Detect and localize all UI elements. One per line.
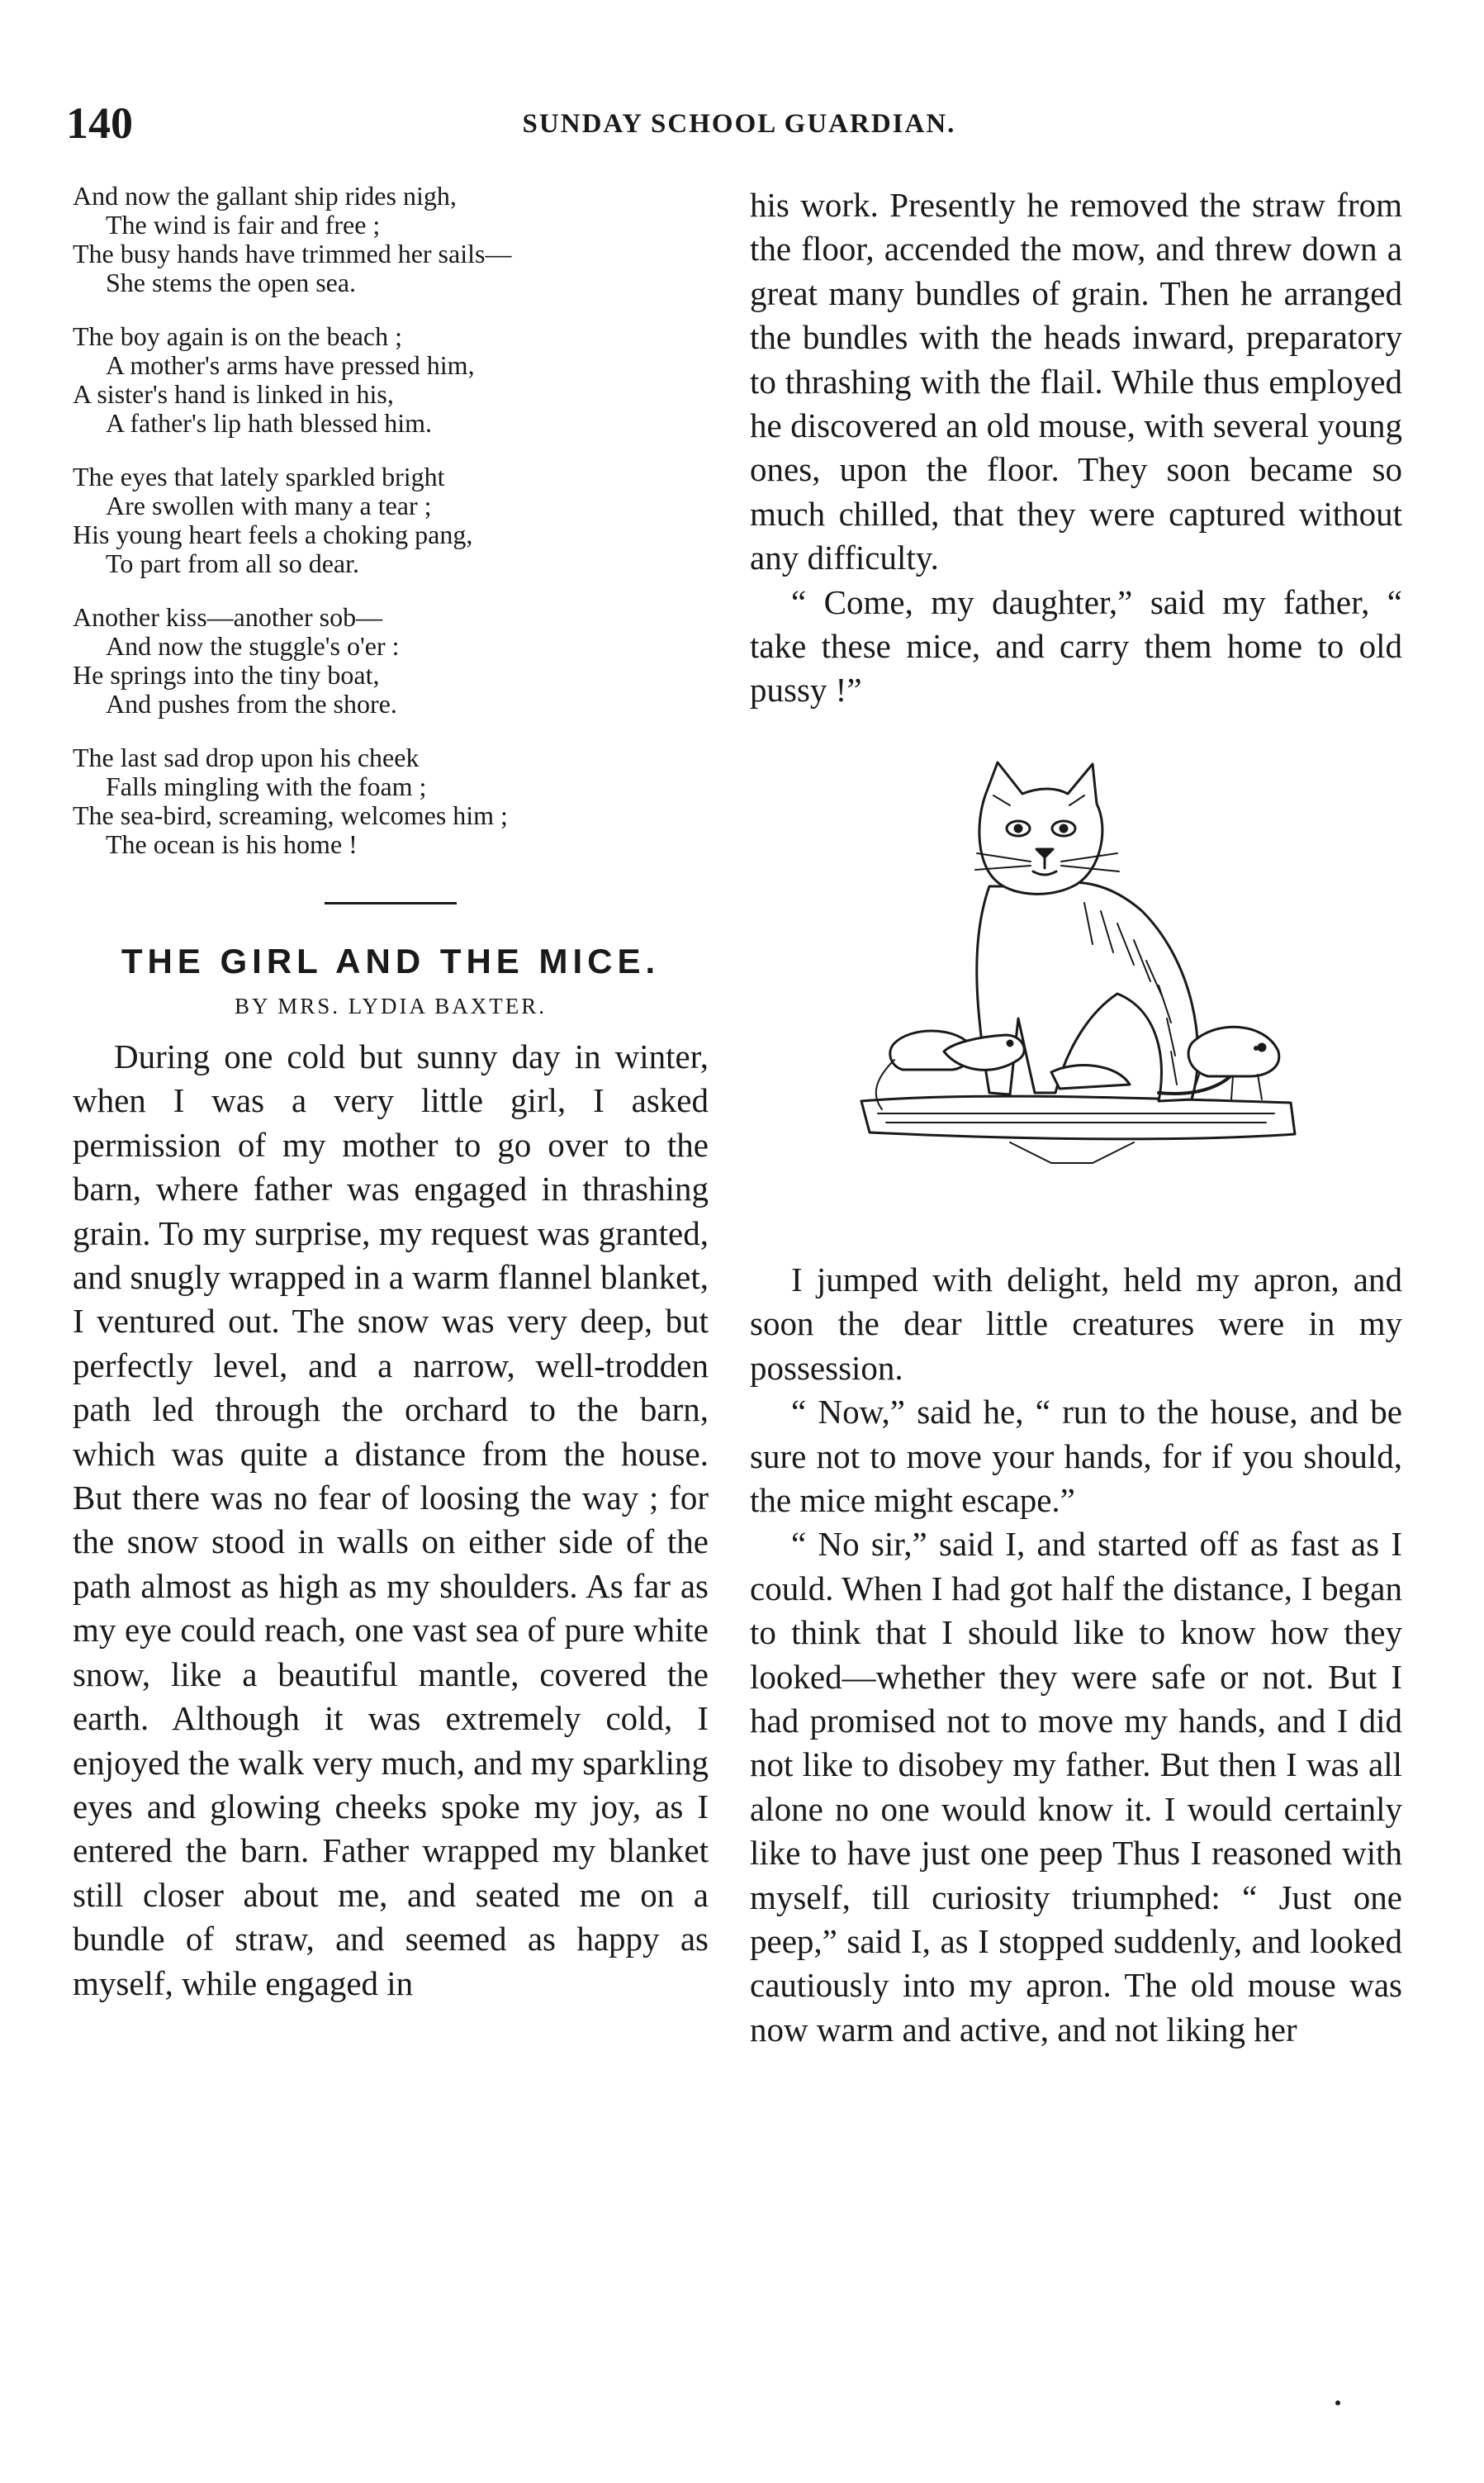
poem-line: To part from all so dear. (106, 548, 359, 578)
paragraph: “ Come, my daughter,” said my father, “ take these mice, and carry them home to old pussy !” (750, 582, 1402, 710)
print-speck (1254, 1046, 1259, 1051)
right-column-bottom-text (750, 1258, 1402, 2052)
poem-line: She stems the open sea. (106, 268, 357, 297)
right-column-top-text (750, 183, 1402, 713)
poem-line: Are swollen with many a tear ; (106, 491, 432, 520)
left-column (73, 182, 709, 2006)
paragraph: During one cold but sunny day in winter, when I was a very little girl, I asked permission of my mother to go over to the barn, where father was engaged in thrashing grain. To my surprise, my request was granted, and snugly wrapped in a warm flannel blanket, I ventured out. The snow was very deep, but perfectly level, and a narrow, well-trodden path led through the orchard to the barn, which was quite a distance from the house. But there was no fear of loosing the way ; for the snow stood in walls on either side of the path almost as high as my shoulders. As far as my eye could reach, one vast sea of pure white snow, like a beautiful mantle, covered the earth. Although it was extremely cold, I enjoyed the walk very much, and my sparkling eyes and glowing cheeks spoke my joy, as I entered the barn. Father wrapped my blanket still closer about me, and seated me on a bundle of straw, and seemed as happy as myself, while engaged in (73, 1037, 709, 2002)
poem-line: The eyes that lately sparkled bright (73, 462, 445, 491)
running-head: SUNDAY SCHOOL GUARDIAN. (522, 109, 956, 139)
poem-stanza (73, 743, 709, 859)
poem-stanza (73, 322, 709, 438)
poem-stanza (73, 182, 709, 297)
woodcut-illustration (845, 746, 1307, 1208)
poem-line: Another kiss—another sob— (73, 602, 383, 632)
poem-line: And now the stuggle's o'er : (106, 631, 400, 661)
page-header (66, 97, 1412, 155)
paragraph: “ No sir,” said I, and started off as fast as I could. When I had got half the distance, I began to think that I should like to know how they looked—whether they were safe or not. But I had promised not to move my hands, and I did not like to disobey my father. But then I was all alone no one would know it. I would certainly like to have just one peep Thus I reasoned with myself, till curiosity triumphed: “ Just one peep,” said I, as I stopped suddenly, and looked cautiously into my apron. The old mouse was now warm and active, and not liking her (750, 1525, 1402, 2049)
page-number: 140 (66, 98, 133, 148)
cat-and-mice-woodcut-icon (845, 746, 1307, 1208)
paragraph: his work. Presently he removed the straw from the floor, accended the mow, and threw down a great many bundles of grain. Then he arranged the bundles with the heads inward, preparatory to thrashing with the flail. While thus employed he discovered an old mouse, with several young ones, upon the floor. They soon became so much chilled, that they were captured without any difficulty. (750, 186, 1402, 577)
poem-line: The busy hands have trimmed her sails— (73, 239, 512, 268)
poem-line: And pushes from the shore. (106, 689, 397, 719)
paragraph: “ Now,” said he, “ run to the house, and be sure not to move your hands, for if you should, the mice might escape.” (750, 1393, 1402, 1519)
section-divider (325, 902, 457, 904)
poem-line: A father's lip hath blessed him. (106, 408, 433, 438)
poem-line: The boy again is on the beach ; (73, 321, 402, 351)
poem-line: He springs into the tiny boat, (73, 660, 380, 690)
article-byline: BY MRS. LYDIA BAXTER. (234, 994, 548, 1018)
poem-line: The sea-bird, screaming, welcomes him ; (73, 800, 508, 830)
poem-stanza (73, 463, 709, 578)
poem-line: A sister's hand is linked in his, (73, 379, 394, 409)
print-speck (1335, 2400, 1340, 2405)
poem-line: And now the gallant ship rides nigh, (73, 181, 457, 211)
paragraph: I jumped with delight, held my apron, and soon the dear little creatures were in my possession. (750, 1260, 1402, 1387)
poem-line: The last sad drop upon his cheek (73, 743, 420, 772)
poem-line: A mother's arms have pressed him, (106, 350, 475, 380)
poem-line: His young heart feels a choking pang, (73, 520, 473, 549)
poem (73, 182, 709, 859)
right-column (750, 183, 1402, 2052)
poem-line: The ocean is his home ! (106, 829, 358, 859)
article-title: THE GIRL AND THE MICE. (121, 942, 661, 980)
poem-stanza (73, 603, 709, 719)
poem-line: Falls mingling with the foam ; (106, 771, 427, 801)
poem-line: The wind is fair and free ; (106, 210, 381, 240)
